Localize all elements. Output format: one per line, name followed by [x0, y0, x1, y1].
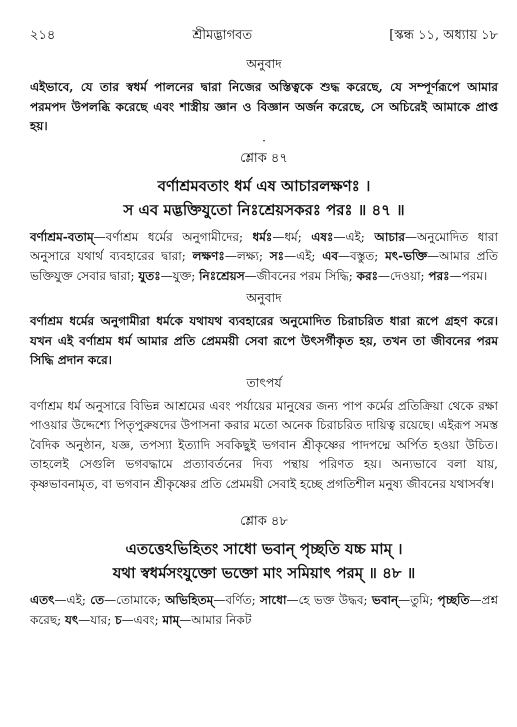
synonym-meaning: —তুমি; — [398, 593, 438, 607]
synonym-meaning: —হে ভক্ত উদ্ধব; — [286, 593, 372, 607]
synonym-meaning: —এই; — [54, 593, 91, 607]
anubad-heading-47: অনুবাদ — [246, 290, 282, 305]
synonym-term: আচার — [374, 229, 405, 244]
synonym-term: এতৎ — [30, 593, 55, 607]
synonym-term: মৎ-ভক্তি — [385, 249, 428, 263]
anubad-text-46: এইভাবে, যে তার স্বধর্ম পালনের দ্বারা নিজের অস্তিত্বকে শুদ্ধ করেছে, যে সম্পূর্ণরূপে আমার পরমপদ উপলব্ধি করেছে এবং শাস্ত্রীয় জ্ঞান ও বিজ্ঞান অর্জন করেছে, সে অচিরেই আমাকে প্রাপ্ত হয়। — [30, 80, 498, 133]
chapter-reference: [স্কন্ধ ১১, অধ্যায় ১৮ — [389, 28, 498, 43]
synonym-term: ধর্মঃ — [252, 229, 273, 244]
synonym-meaning: —প্রশ্ন করেছ; — [30, 593, 499, 627]
synonym-term: সাধো — [260, 593, 287, 607]
sloka-48-synonyms — [30, 591, 498, 630]
anubad-text-47: বর্ণাশ্রম ধর্মের অনুগামীরা ধর্মকে যথাযথ ব্যবহারের অনুমোদিত চিরাচরিত ধারা রূপে গ্রহণ করে। যখন এই বর্ণাশ্রম ধর্ম আমার প্রতি প্রেমময়ী সেবা রূপে উৎসর্গীকৃত হয়, তখন তা জীবনের পরম সিদ্ধি প্রদান করে। — [30, 314, 498, 367]
synonym-meaning: —এবং; — [121, 612, 163, 627]
verse-line: বর্ণাশ্রমবতাং ধর্ম এষ আচারলক্ষণঃ । — [157, 176, 371, 195]
synonym-term: বর্ণাশ্রম-বতাম্ — [30, 229, 94, 244]
verse-line: যথা স্বধর্মসংযুক্তো ভক্তো মাং সমিয়াৎ পরম্ ॥ ৪৮ ॥ — [112, 564, 416, 582]
sloka-47-synonyms — [30, 228, 498, 287]
synonym-term: এষঃ — [311, 229, 334, 244]
synonym-meaning: —লক্ষ্য; — [224, 249, 270, 263]
anubad-heading-46: অনুবাদ — [246, 56, 282, 71]
synonym-meaning: —আমার নিকট — [179, 612, 252, 627]
verse-line: স এব মদ্ভক্তিযুতো নিঃশ্রেয়সকরঃ পরঃ ॥ ৪৭ ॥ — [123, 200, 405, 219]
sloka-48-title: শ্লোক ৪৮ — [240, 514, 288, 529]
synonym-meaning: —যুক্ত; — [160, 268, 200, 283]
synonym-meaning: —দেওয়া; — [378, 268, 429, 283]
synonym-term: তে — [90, 593, 105, 607]
page-header — [30, 26, 498, 46]
synonym-meaning: —এই; — [284, 249, 323, 263]
synonym-meaning: —অনুমোদিত ধারা অনুসারে যথার্থ ব্যবহারের দ্বারা; — [30, 229, 498, 263]
synonym-term: পৃচ্ছতি — [437, 593, 470, 607]
tatparya-text-47: বর্ণাশ্রম ধর্ম অনুসারে বিভিন্ন আশ্রমের এবং পর্যায়ের মানুষের জন্য পাপ কর্মের প্রতিক্রিয়া থেকে রক্ষা পাওয়ার উদ্দেশ্যে পিতৃপুরুষদের উপাসনা করার মতো অনেক চিরাচরিত দায়িত্ব রয়েছে। এইরূপ সমস্ত বৈদিক অনুষ্ঠান, যজ্ঞ, তপস্যা ইত্যাদি সবকিছুই ভগবান শ্রীকৃষ্ণের পাদপদ্মে অর্পিত হওয়া উচিত। তাহলেই সেগুলি ভগবদ্ধামে প্রত্যাবর্তনের দিব্য পন্থায় পরিণত হয়। অন্যভাবে বলা যায়, কৃষ্ণভাবনামৃত, বা ভগবান শ্রীকৃষ্ণের প্রতি প্রেমময়ী সেবাই হচ্ছে প্রগতিশীল মনুষ্য জীবনের যথাসর্বস্ব। — [30, 398, 498, 491]
synonym-meaning: —বস্তুত; — [338, 249, 386, 263]
synonym-term: অভিহিতম্ — [165, 593, 214, 607]
synonym-term: মাম্ — [162, 612, 180, 627]
verse-line: এতত্তেঽভিহিতং সাধো ভবান্ পৃচ্ছতি যচ্চ মাম্ । — [125, 540, 403, 558]
book-title: শ্রীমদ্ভাগবত — [192, 28, 253, 43]
synonym-meaning: —পরম। — [449, 268, 488, 283]
synonym-meaning: —জীবনের পরম সিদ্ধি; — [244, 268, 357, 283]
synonym-term: সঃ — [269, 249, 285, 263]
synonym-meaning: —যার; — [78, 612, 116, 627]
synonym-meaning: —আমার প্রতি ভক্তিযুক্ত সেবার দ্বারা; — [30, 249, 498, 283]
synonym-term: লক্ষণঃ — [192, 249, 225, 263]
document-page — [30, 26, 498, 630]
synonym-term: ভবান্ — [371, 593, 399, 607]
synonym-meaning: —ধর্ম; — [272, 229, 312, 244]
divider-dot: · — [262, 133, 266, 148]
tatparya-heading-47: তাৎপর্য — [246, 374, 282, 390]
synonym-term: এব — [322, 249, 338, 263]
synonym-term: যুতঃ — [138, 268, 161, 283]
synonym-meaning: —এই; — [333, 229, 375, 244]
sloka-48-verse — [30, 537, 498, 585]
synonym-meaning: —তোমাকে; — [104, 593, 166, 607]
synonym-term: করঃ — [356, 268, 378, 283]
synonym-meaning: —বর্ণাশ্রম ধর্মের অনুগামীদের; — [93, 229, 253, 244]
synonym-term: যৎ — [64, 612, 79, 627]
page-number: ২১৪ — [30, 28, 56, 43]
sloka-47-verse — [30, 174, 498, 222]
sloka-47-title: শ্লোক ৪৭ — [240, 150, 288, 166]
synonym-meaning: —বর্ণিত; — [213, 593, 260, 607]
synonym-term: চ — [115, 612, 122, 627]
synonym-term: পরঃ — [428, 268, 450, 283]
synonym-term: নিঃশ্রেয়স — [199, 268, 245, 283]
